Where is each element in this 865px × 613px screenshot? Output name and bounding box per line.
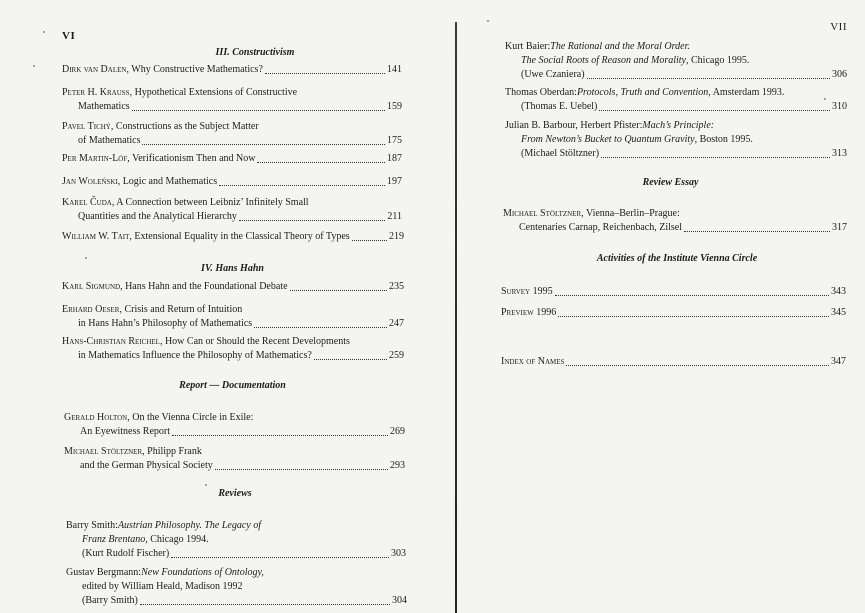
review-author: Barry Smith: — [66, 520, 118, 531]
entry-title: , Extensional Equality in the Classical Theory of Types — [129, 231, 350, 242]
review-title-cont: Franz Brentano — [82, 534, 146, 545]
entry-page: 159 — [387, 101, 402, 112]
review-author: Thomas Oberdan: — [505, 87, 577, 98]
entry-page: 293 — [390, 460, 405, 471]
entry-author: Karel Čuda — [62, 197, 112, 208]
entry-title: , Vienna–Berlin–Prague: — [581, 208, 680, 219]
entry-title-cont: An Eyewitness Report — [80, 426, 170, 437]
section-heading: Review Essay — [642, 177, 699, 188]
entry-title-cont: Quantities and the Analytical Hierarchy — [78, 211, 237, 222]
entry-author: Gerald Holton — [64, 412, 128, 423]
entry-author: Peter H. Krauss — [62, 87, 130, 98]
entry-label: Survey 1995 — [501, 286, 553, 297]
entry-author: Dirk van Dalen — [62, 64, 127, 75]
toc-entry — [501, 306, 846, 320]
section-heading: IV. Hans Hahn — [201, 263, 264, 274]
entry-title-cont: and the German Physical Society — [80, 460, 213, 471]
section-heading: III. Constructivism — [215, 47, 295, 58]
entry-title: , Philipp Frank — [142, 446, 202, 457]
section-heading: Report — Documentation — [179, 380, 286, 391]
entry-title: , Hypothetical Extensions of Constructive — [129, 87, 298, 98]
entry-page: 219 — [389, 231, 404, 242]
entry-author: Erhard Oeser — [62, 304, 120, 315]
toc-entry — [62, 230, 404, 244]
toc-entry — [501, 285, 846, 299]
review-author: Kurt Baier: — [505, 41, 551, 52]
entry-title: , On the Vienna Circle in Exile: — [127, 412, 254, 423]
scan-speck — [33, 65, 35, 67]
toc-entry — [62, 335, 404, 363]
entry-page: 269 — [390, 426, 405, 437]
section-heading: Activities of the Institute Vienna Circle — [596, 253, 758, 264]
page-number: VII — [830, 21, 847, 33]
entry-page: 303 — [391, 548, 406, 559]
entry-page: 211 — [387, 211, 402, 222]
scan-speck — [205, 484, 207, 486]
entry-page: 317 — [832, 222, 847, 233]
review-reviewer: (Uwe Czaniera) — [521, 69, 585, 80]
review-entry — [505, 86, 847, 114]
entry-author: Per Martin-Löf — [62, 153, 128, 164]
toc-entry — [64, 411, 405, 439]
review-title-cont: From Newton’s Bucket to Quantum Gravity — [521, 134, 695, 145]
toc-entry — [62, 280, 404, 294]
entry-title-cont: in Mathematics Influence the Philosophy of Mathematics? — [78, 350, 312, 361]
entry-label: Index of Names — [501, 356, 565, 367]
review-entry — [505, 40, 847, 82]
entry-title-cont: in Hans Hahn’s Philosophy of Mathematics — [78, 318, 253, 329]
entry-page: 304 — [392, 595, 407, 606]
review-reviewer: (Kurt Rudolf Fischer) — [82, 548, 170, 559]
entry-page: 313 — [832, 148, 847, 159]
entry-title: , Verificationism Then and Now — [127, 153, 256, 164]
review-title: Austrian Philosophy. The Legacy of — [117, 520, 261, 531]
gutter-divider — [455, 22, 457, 613]
entry-author: William W. Tait — [62, 231, 130, 242]
toc-entry — [62, 86, 402, 114]
toc-entry — [503, 207, 847, 235]
entry-page: 345 — [831, 307, 846, 318]
entry-page: 306 — [832, 69, 847, 80]
entry-page: 247 — [389, 318, 404, 329]
entry-author: Karl Sigmund — [62, 281, 121, 292]
entry-page: 141 — [387, 64, 402, 75]
toc-entry — [62, 63, 402, 77]
page-number: VI — [62, 30, 76, 42]
review-publication: , Amsterdam 1993. — [708, 87, 785, 98]
entry-title: , How Can or Should the Recent Developments — [159, 336, 350, 347]
scan-speck — [487, 20, 489, 22]
entry-author: Michael Stöltzner — [64, 446, 143, 457]
entry-page: 197 — [387, 176, 402, 187]
scan-speck — [43, 31, 45, 33]
review-reviewer: (Barry Smith) — [82, 595, 138, 606]
review-entry — [505, 119, 847, 161]
review-reviewer: (Thomas E. Uebel) — [521, 101, 598, 112]
entry-author: Michael Stöltzner — [503, 208, 582, 219]
toc-entry — [62, 120, 402, 148]
entry-page: 235 — [389, 281, 404, 292]
review-title-cont: The Social Roots of Reason and Morality — [521, 55, 686, 66]
review-entry — [66, 519, 406, 561]
entry-author: Jan Woleński — [62, 176, 118, 187]
entry-page: 347 — [831, 356, 846, 367]
toc-entry — [64, 445, 405, 473]
review-title: Protocols, Truth and Convention — [576, 87, 709, 98]
entry-title: , Constructions as the Subject Matter — [110, 121, 259, 132]
scan-speck — [824, 98, 826, 100]
toc-entry — [62, 303, 404, 331]
review-publication: , Chicago 1995. — [686, 55, 750, 66]
entry-page: 175 — [387, 135, 402, 146]
toc-entry — [501, 355, 846, 369]
entry-page: 310 — [832, 101, 847, 112]
entry-label: Preview 1996 — [501, 307, 557, 318]
entry-page: 343 — [831, 286, 846, 297]
review-author: Julian B. Barbour, Herbert Pfister: — [505, 120, 643, 131]
review-author: Gustav Bergmann: — [66, 567, 142, 578]
scan-speck — [85, 257, 87, 259]
entry-title: , Logic and Mathematics — [117, 176, 218, 187]
review-reviewer: (Michael Stöltzner) — [521, 148, 600, 159]
toc-entry — [62, 175, 402, 189]
entry-author: Pavel Tichý — [62, 121, 111, 132]
review-entry — [66, 566, 407, 608]
review-title: New Foundations of Ontology, — [141, 567, 264, 578]
entry-title-cont: Centenaries Carnap, Reichenbach, Zilsel — [519, 222, 682, 233]
review-title: Mach’s Principle: — [642, 120, 715, 131]
toc-entry — [62, 196, 402, 224]
entry-page: 187 — [387, 153, 402, 164]
entry-title: , A Connection between Leibniz’ Infinitely Small — [111, 197, 309, 208]
review-title: The Rational and the Moral Order. — [550, 41, 690, 52]
review-publication: edited by William Heald, Madison 1992 — [82, 581, 243, 592]
section-heading: Reviews — [218, 488, 252, 499]
entry-title-cont: of Mathematics — [78, 135, 141, 146]
entry-page: 259 — [389, 350, 404, 361]
entry-title: , Hans Hahn and the Foundational Debate — [120, 281, 288, 292]
entry-title: , Crisis and Return of Intuition — [119, 304, 243, 315]
toc-entry — [62, 152, 402, 166]
entry-title: , Why Constructive Mathematics? — [126, 64, 263, 75]
entry-title-cont: Mathematics — [78, 101, 130, 112]
entry-author: Hans-Christian Reichel — [62, 336, 160, 347]
review-publication: , Chicago 1994. — [145, 534, 209, 545]
review-publication: , Boston 1995. — [694, 134, 753, 145]
